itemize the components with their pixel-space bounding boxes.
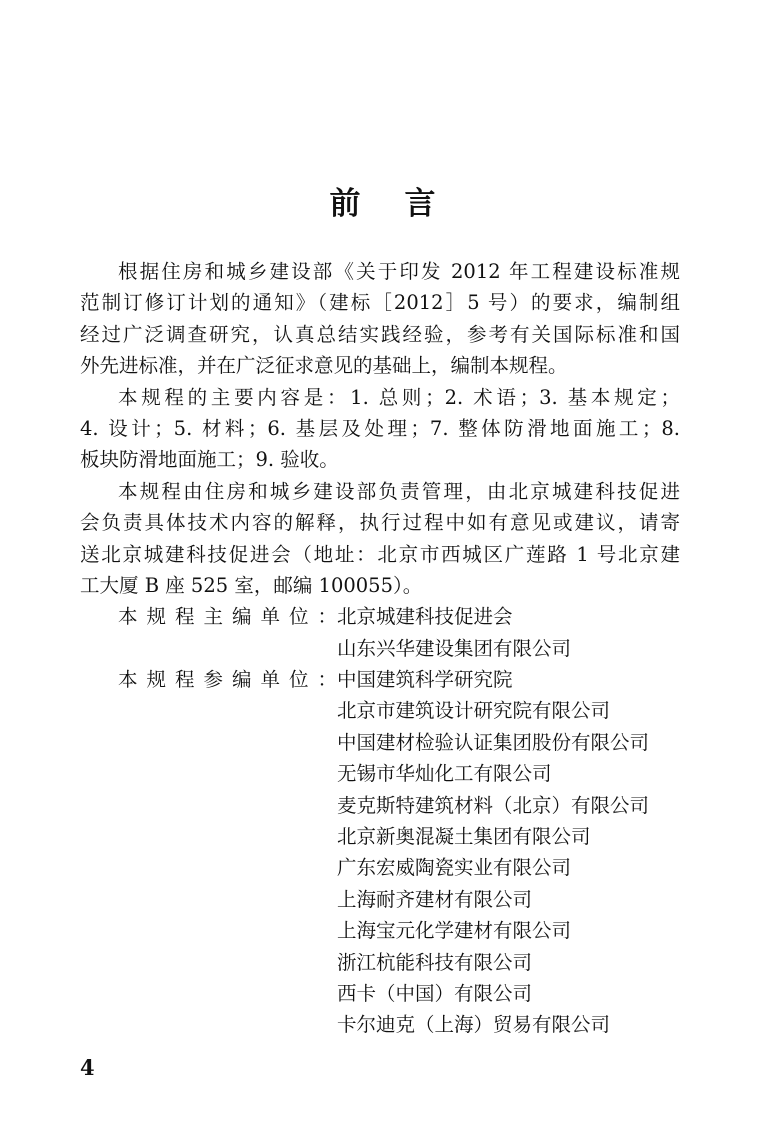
unit-name: 上海耐齐建材有限公司 xyxy=(337,887,533,911)
paragraph-management xyxy=(80,476,680,602)
unit-name: 中国建材检验认证集团股份有限公司 xyxy=(337,730,650,754)
unit-name: 西卡（中国）有限公司 xyxy=(337,981,533,1005)
text-line: 送北京城建科技促进会（地址：北京市西城区广莲路 1 号北京建 xyxy=(80,542,680,566)
text-line: 外先进标准，并在广泛征求意见的基础上，编制本规程。 xyxy=(80,354,568,378)
text-line: 范制订修订计划的通知》（建标［2012］5 号）的要求，编制组 xyxy=(80,291,680,315)
chief-units xyxy=(80,601,680,664)
unit-name: 北京市建筑设计研究院有限公司 xyxy=(337,699,611,723)
participating-units-label: 本规程参编单位： xyxy=(118,668,337,692)
unit-name: 无锡市华灿化工有限公司 xyxy=(337,762,552,786)
chief-units-label: 本规程主编单位： xyxy=(118,605,337,629)
unit-name: 山东兴华建设集团有限公司 xyxy=(337,636,572,660)
text-line: 工大厦 B 座 525 室，邮编 100055）。 xyxy=(80,573,423,597)
page-title: 前言 xyxy=(329,186,480,222)
unit-name: 广东宏威陶瓷实业有限公司 xyxy=(337,856,572,880)
text-line: 根据住房和城乡建设部《关于印发 2012 年工程建设标准规 xyxy=(118,260,680,283)
unit-name: 中国建筑科学研究院 xyxy=(337,668,513,692)
page-number: 4 xyxy=(80,1055,95,1080)
text-line: 本规程由住房和城乡建设部负责管理，由北京城建科技促进 xyxy=(118,479,680,503)
unit-name: 北京新奥混凝土集团有限公司 xyxy=(337,825,591,849)
text-line: 本规程的主要内容是：1. 总则；2. 术语；3. 基本规定； xyxy=(118,385,680,409)
text-line: 板块防滑地面施工；9. 验收。 xyxy=(80,448,339,472)
text-line: 经过广泛调查研究，认真总结实践经验，参考有关国际标准和国 xyxy=(80,322,680,346)
unit-name: 卡尔迪克（上海）贸易有限公司 xyxy=(337,1013,611,1037)
unit-name: 上海宝元化学建材有限公司 xyxy=(337,919,572,943)
text-line: 4. 设计；5. 材料；6. 基层及处理；7. 整体防滑地面施工；8. xyxy=(80,416,680,440)
unit-name: 浙江杭能科技有限公司 xyxy=(337,950,533,974)
paragraph-basis xyxy=(80,256,680,382)
participating-units xyxy=(80,664,680,1041)
unit-name: 麦克斯特建筑材料（北京）有限公司 xyxy=(337,793,650,817)
paragraph-contents xyxy=(80,382,680,476)
unit-name: 北京城建科技促进会 xyxy=(337,605,513,629)
text-line: 会负责具体技术内容的解释，执行过程中如有意见或建议，请寄 xyxy=(80,511,680,535)
preface-body xyxy=(80,256,680,1041)
